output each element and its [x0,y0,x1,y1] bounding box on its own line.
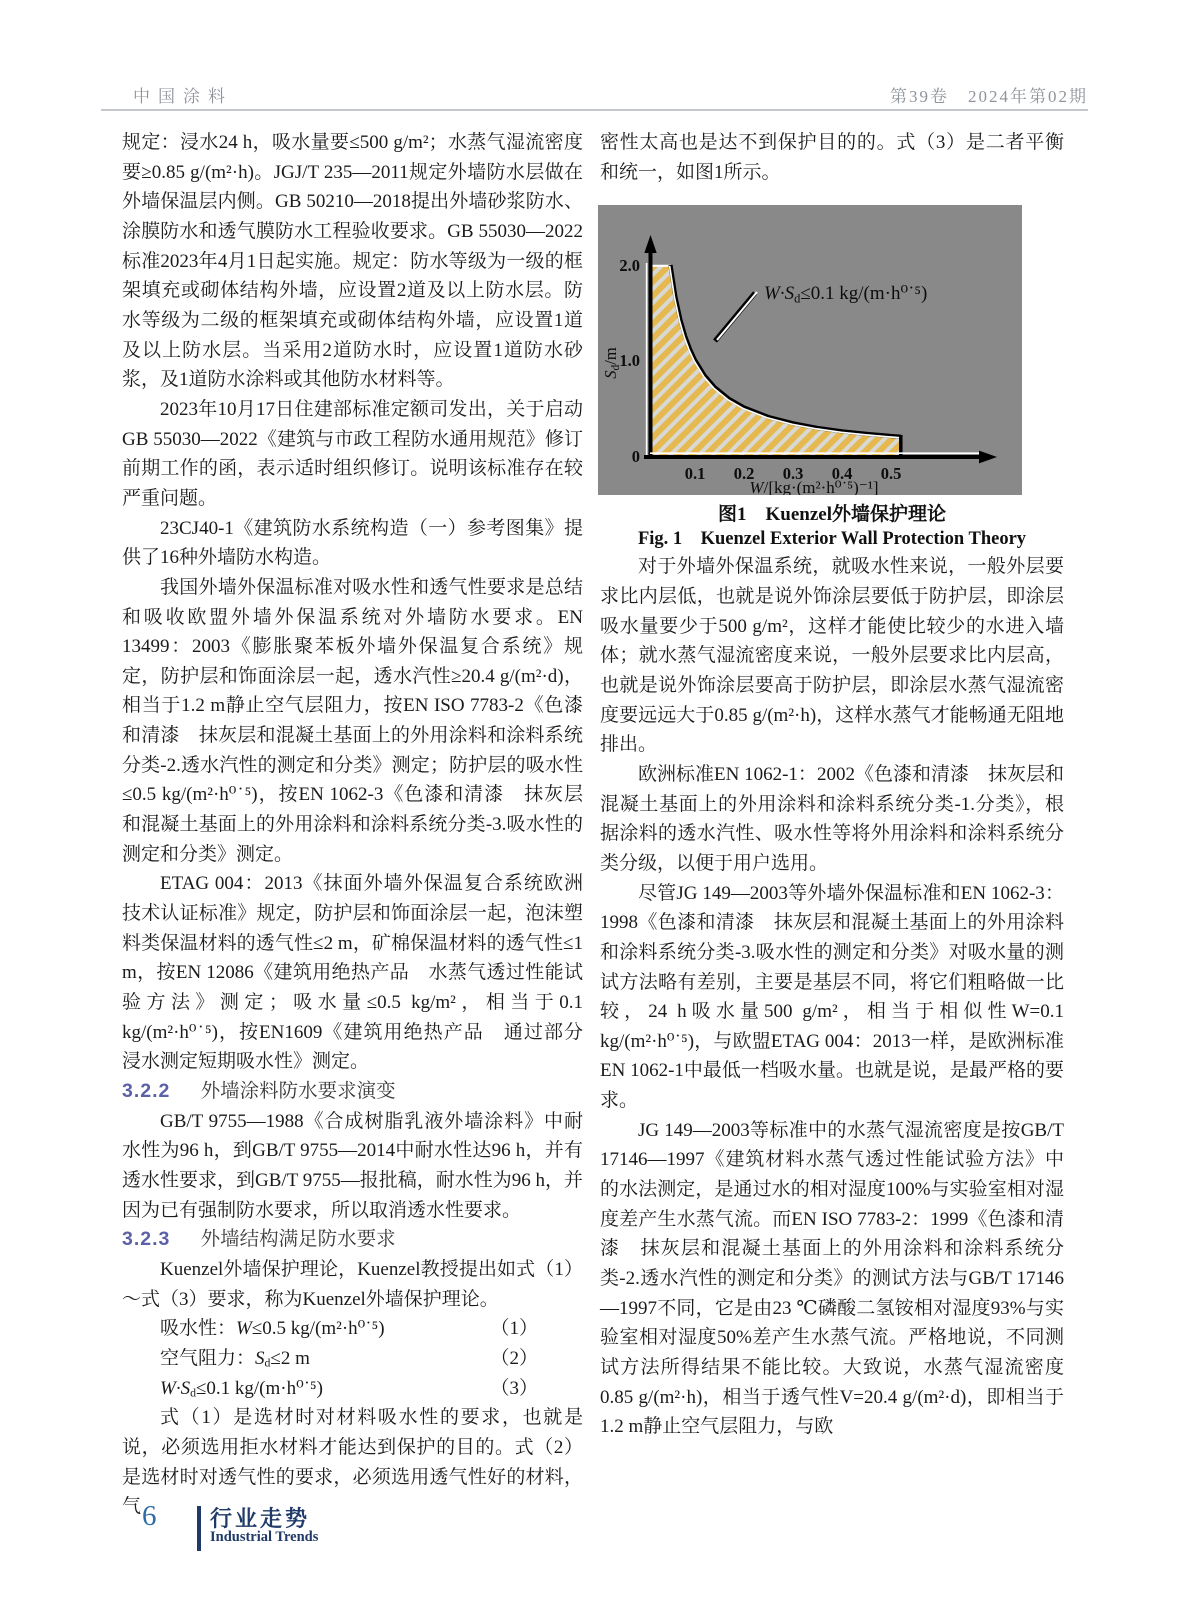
x-axis-arrow [979,451,997,464]
paragraph: 23CJ40-1《建筑防水系统构造（一）参考图集》提供了16种外墙防水构造。 [122,517,583,569]
kuenzel-chart-svg [598,205,1022,495]
equation-formula: 吸水性：W≤0.5 kg/(m²·h⁰˙⁵) [160,1318,385,1340]
paragraph: GB/T 9755—1988《合成树脂乳液外墙涂料》中耐水性为96 h，到GB/T 9755—2014中耐水性达96 h，并有透水性要求，到GB/T 9755—报批稿，耐水性为96 h，并因为已有强制防水要求，所以取消透水性要求。 [122,1110,583,1221]
page-number: 6 [142,1500,157,1532]
section-heading-323 [122,1225,583,1255]
paragraph: 2023年10月17日住建部标准定额司发出，关于启动GB 55030—2022《建筑与市政工程防水通用规范》修订前期工作的函，表示适时组织修订。说明该标准存在较严重问题。 [122,398,583,509]
x-tick-03: 0.3 [782,464,804,484]
paragraph: 式（1）是选材时对材料吸水性的要求，也就是说，必须选用拒水材料才能达到保护的目的。式（2）是选材时对透气性的要求，必须选用透气性好的材料，气 [122,1407,583,1518]
x-tick-05: 0.5 [880,464,902,484]
annotation-text: W·Sd≤0.1 kg/(m·h⁰˙⁵) [764,283,928,306]
paragraph: Kuenzel外墙保护理论，Kuenzel教授提出如式（1）～式（3）要求，称为Kuenzel外墙保护理论。 [122,1258,583,1310]
left-column [122,128,583,1522]
issue-info: 第39卷 2024年第02期 [890,87,1088,106]
equation-2 [160,1344,538,1374]
paragraph: 欧洲标准EN 1062-1：2002《色漆和清漆 抹灰层和混凝土基面上的外用涂料和涂料系统分类-1.分类》，根据涂料的透水汽性、吸水性等将外用涂料和涂料系统分类分级，以便于用户选用。 [600,763,1064,874]
figure-caption-zh: 图1 Kuenzel外墙保护理论 [718,504,946,526]
figure-caption-en: Fig. 1 Kuenzel Exterior Wall Protection Theory [637,529,1027,550]
equation-3 [160,1374,538,1404]
section-title: 外墙结构满足防水要求 [200,1228,396,1251]
section-number: 3.2.3 [122,1228,171,1251]
section-title: 外墙涂料防水要求演变 [200,1080,396,1102]
y-tick-1: 1.0 [619,351,640,371]
paragraph: ETAG 004：2013《抹面外墙外保温复合系统欧洲技术认证标准》规定，防护层和饰面涂层一起，泡沫塑料类保温材料的透气性≤2 m，矿棉保温材料的透气性≤1 m，按EN 12086《建筑用绝热产品 水蒸气透过性能试验方法》测定；吸水量≤0.5 kg/m²，相当于0.1 kg/(m²·h⁰˙⁵)，按EN1609《建筑用绝热产品 通过部分浸水测定短期吸水性》测定。 [122,873,583,1073]
section-heading-322 [122,1077,583,1107]
paragraph: JG 149—2003等标准中的水蒸气湿流密度是按GB/T 17146—1997《建筑材料水蒸气透过性能试验方法》中的水法测定，是通过水的相对湿度100%与实验室相对湿度差产生水蒸气流。而EN ISO 7783-2：1999《色漆和清漆 抹灰层和混凝土基面上的外用涂料和涂料系统分类-2.透水汽性的测定和分类》的测试方法与GB/T 17146—1997不同，它是由23 ℃磷酸二氢铵相对湿度93%与实验室相对湿度50%差产生水蒸气流。严格地说，不同测试方法所得结果不能比较。大致说，水蒸气湿流密度0.85 g/(m²·h)，相当于透气性V=20.4 g/(m²·d)，即相当于1.2 m静止空气层阻力，与欧 [600,1119,1064,1438]
equation-1 [160,1314,538,1344]
y-tick-2: 2.0 [619,256,640,276]
paragraph: 规定：浸水24 h，吸水量要≤500 g/m²；水蒸气湿流密度要≥0.85 g/(m²·h)。JGJ/T 235—2011规定外墙防水层做在外墙保温层内侧。GB 50210—2018提出外墙砂浆防水、涂膜防水和透气膜防水工程验收要求。GB 55030—2022标准2023年4月1日起实施。规定：防水等级为一级的框架填充或砌体结构外墙，应设置2道及以上防水层。防水等级为二级的框架填充或砌体结构外墙，应设置1道及以上防水层。当采用2道防水时，应设置1道防水砂浆，及1道防水涂料或其他防水材料等。 [122,132,583,391]
x-axis-label: W/[kg·(m²·h⁰˙⁵)⁻¹] [749,478,879,496]
equation-number: （1） [490,1318,538,1340]
footer-divider-bar [197,1506,201,1551]
y-axis-arrow [644,235,656,253]
figure-1-chart [598,205,1022,495]
equation-number: （2） [490,1347,538,1369]
y-axis-label: Sd/m [601,347,622,380]
equation-formula: $W\cdot S_d\le 0.1$ kg/(m·h⁰˙⁵) [160,1377,324,1400]
annotation-leader [717,292,757,340]
right-column [600,128,1064,1442]
x-tick-04: 0.4 [831,464,853,484]
x-tick-01: 0.1 [684,464,706,484]
footer-column-name-en: Industrial Trends [210,1529,319,1545]
y-tick-0: 0 [631,447,640,467]
paragraph: 尽管JG 149—2003等外墙外保温标准和EN 1062-3：1998《色漆和清漆 抹灰层和混凝土基面上的外用涂料和涂料系统分类-3.吸水性的测定和分类》对吸水量的测试方法略有差别，主要是基层不同，将它们粗略做一比较，24 h吸水量500 g/m²，相当于相似性W=0.1 kg/(m²·h⁰˙⁵)，与欧盟ETAG 004：2013一样，是欧洲标准EN 1062-1中最低一档吸水量。也就是说，是最严格的要求。 [600,882,1064,1112]
section-number: 3.2.2 [122,1080,171,1102]
paragraph: 对于外墙外保温系统，就吸水性来说，一般外层要求比内层低，也就是说外饰涂层要低于防护层，即涂层吸水量要少于500 g/m²，这样才能使比较少的水进入墙体；就水蒸气湿流密度来说，一般外层要求比内层高，也就是说外饰涂层要高于防护层，即涂层水蒸气湿流密度要远远大于0.85 g/(m²·h)，这样水蒸气才能畅通无阻地排出。 [600,556,1064,756]
journal-name: 中国涂料 [133,87,233,106]
x-tick-02: 0.2 [733,464,755,484]
paragraph: 密性太高也是达不到保护目的的。式（3）是二者平衡和统一，如图1所示。 [600,132,1064,183]
equation-number: （3） [490,1377,538,1399]
footer-column-name-zh: 行业走势 [210,1506,311,1531]
header-rule [101,109,1088,111]
paragraph: 我国外墙外保温标准对吸水性和透气性要求是总结和吸收欧盟外墙外保温系统对外墙防水要求。EN 13499：2003《膨胀聚苯板外墙外保温复合系统》规定，防护层和饰面涂层一起，透水汽性≥20.4 g/(m²·d)，相当于1.2 m静止空气层阻力，按EN ISO 7783-2《色漆和清漆 抹灰层和混凝土基面上的外用涂料和涂料系统分类-2.透水汽性的测定和分类》测定；防护层的吸水性≤0.5 kg/(m²·h⁰˙⁵)，按EN 1062-3《色漆和清漆 抹灰层和混凝土基面上的外用涂料和涂料系统分类-3.吸水性的测定和分类》测定。 [122,576,583,865]
equation-formula: 空气阻力：$S_d\le 2$ m [160,1347,310,1370]
